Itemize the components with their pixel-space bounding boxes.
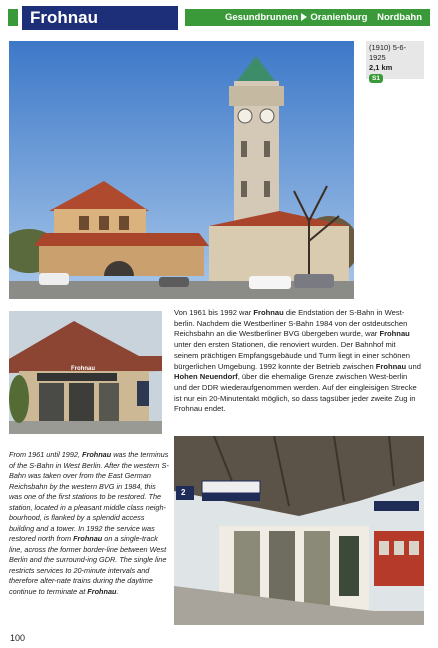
german-paragraph xyxy=(174,308,422,415)
station-tower-illustration xyxy=(9,41,354,299)
route-bar xyxy=(185,9,430,26)
distance: 2,1 km xyxy=(369,63,393,72)
en-text-4: . xyxy=(116,586,119,596)
en-bold-1: Frohnau xyxy=(82,450,112,459)
de-bold-4: Hohen Neuendorf xyxy=(174,372,238,382)
de-text-2: die Endstation der S-Bahn in West-berlin. Nachdem die Westberliner S-Bahn 1984 von der ostdeutschen Reichsbahn an die Westberliner BVG übergeben wurde, war xyxy=(174,308,408,339)
en-text-1: From 1961 until 1992, xyxy=(9,450,83,459)
en-text-2: was the terminus of the S-Bahn in West Berlin. After the western S-Bahn was taken over from the East German Reichsbahn by the western BVG in 1984, this was one of the first stations to be restored. The station, located in a pleasant middle class neigh-bourhood, is flanked by a splendid access building and a tower. In 1992 the service was restored north from xyxy=(9,450,169,543)
de-text-4: und xyxy=(406,361,421,371)
de-bold-2: Frohnau xyxy=(379,329,410,339)
platform-photo xyxy=(174,436,424,625)
de-text-1: Von 1961 bis 1992 war xyxy=(174,308,254,317)
english-paragraph xyxy=(9,450,169,597)
page-title: Frohnau xyxy=(22,6,178,30)
de-text-3: unter den ersten Stationen, die renoviert wurden. Der Bahnhof mit seinem prächtigen Empfangsgebäude und Turm liegt in einer schönen bürgerlichen Umgebung. 1992 konnte der Betrieb zwischen xyxy=(174,340,410,371)
route-to: Oranienburg xyxy=(310,12,368,23)
en-bold-3: Frohnau xyxy=(87,586,117,596)
platform-illustration xyxy=(174,436,424,625)
line-badge: S1 xyxy=(369,74,383,83)
entrance-building-illustration xyxy=(9,311,162,434)
line-name: Nordbahn xyxy=(377,12,422,23)
opening-dates: (1910) 5-6-1925 xyxy=(369,43,407,62)
de-bold-1: Frohnau xyxy=(253,308,284,317)
station-sign-text: Frohnau xyxy=(71,366,95,372)
en-text-3: on a single-track line, across the former border-line between West Berlin and the surround-ing GDR. The single line restricts services to 20-minute intervals and therefore alter-nate trains during the daytime continue to terminate at xyxy=(9,534,167,596)
de-text-5: , über die ehemalige Grenze zwischen West-berlin und der DDR wiederaufgenommen werden. Auf der eingleisigen Strecke ist nur ein 20-Minutentakt möglich, so dass tagsüber jeder zweite Zug in Frohnau endet. xyxy=(174,372,417,414)
platform-number-sign: 2 xyxy=(181,488,186,497)
entrance-building-photo xyxy=(9,311,162,434)
main-photo-station-tower xyxy=(9,41,354,299)
de-bold-3: Frohnau xyxy=(375,361,407,371)
header-accent xyxy=(8,9,18,26)
route xyxy=(225,9,367,26)
page-number: 100 xyxy=(10,633,26,643)
route-from: Gesundbrunnen xyxy=(225,12,299,23)
en-bold-2: Frohnau xyxy=(73,534,103,543)
arrow-right-icon xyxy=(301,13,307,21)
station-info-box xyxy=(366,41,424,82)
